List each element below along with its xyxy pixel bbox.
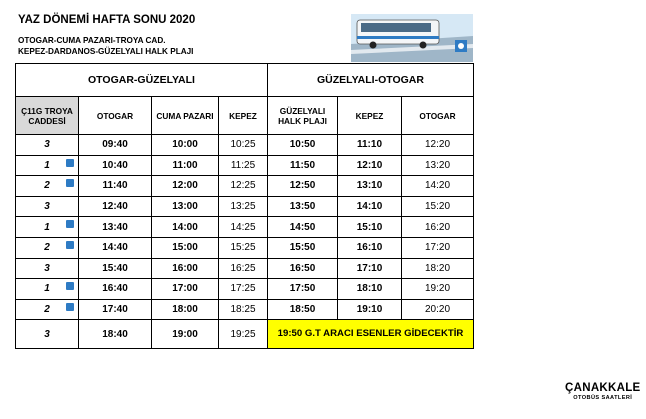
column-header-kepez-return: KEPEZ: [338, 97, 402, 135]
time-cell: 15:20: [402, 196, 474, 217]
table-row: [16, 155, 474, 176]
time-cell: 18:10: [338, 279, 402, 300]
time-cell: 19:10: [338, 299, 402, 320]
time-cell: 18:40: [79, 320, 152, 349]
time-cell: 17:50: [268, 279, 338, 300]
accessible-bus-icon: [66, 282, 74, 290]
bus-illustration-icon: [351, 14, 473, 62]
time-cell: 15:00: [152, 237, 219, 258]
time-cell: 11:10: [338, 135, 402, 156]
table-row: [16, 279, 474, 300]
time-cell: 14:00: [152, 217, 219, 238]
bus-number: 2: [44, 304, 50, 316]
column-header-row: [16, 97, 474, 135]
bus-number: 3: [16, 320, 79, 349]
brand-name: ÇANAKKALE: [565, 382, 641, 394]
time-cell: 18:50: [268, 299, 338, 320]
bus-number: 1: [44, 283, 50, 295]
time-cell: 17:25: [219, 279, 268, 300]
time-cell: 12:00: [152, 176, 219, 197]
time-cell: 09:40: [79, 135, 152, 156]
route-line-1: OTOGAR-CUMA PAZARI-TROYA CAD.: [18, 36, 166, 45]
time-cell: 15:10: [338, 217, 402, 238]
table-row: [16, 176, 474, 197]
time-cell: 12:50: [268, 176, 338, 197]
bus-number: 2: [44, 242, 50, 254]
bus-number: 2: [44, 180, 50, 192]
time-cell: 14:50: [268, 217, 338, 238]
time-cell: 19:25: [219, 320, 268, 349]
bus-number-cell: [16, 279, 79, 300]
time-cell: 15:50: [268, 237, 338, 258]
time-cell: 15:40: [79, 258, 152, 279]
accessible-bus-icon: [66, 159, 74, 167]
table-row: [16, 258, 474, 279]
accessible-bus-icon: [66, 220, 74, 228]
table-row: [16, 135, 474, 156]
brand-subtitle: OTOBÜS SAATLERİ: [573, 395, 633, 401]
time-cell: 17:00: [152, 279, 219, 300]
time-cell: 10:25: [219, 135, 268, 156]
timetable: [15, 63, 474, 349]
time-cell: 17:10: [338, 258, 402, 279]
section-header-row: [16, 64, 474, 97]
time-cell: 19:20: [402, 279, 474, 300]
route-line-2: KEPEZ-DARDANOS-GÜZELYALI HALK PLAJI: [18, 47, 194, 56]
time-cell: 11:50: [268, 155, 338, 176]
section-guzelyali-otogar: GÜZELYALI-OTOGAR: [268, 64, 474, 97]
column-header-guzelyali: GÜZELYALI HALK PLAJI: [268, 97, 338, 135]
bus-number-cell: [16, 155, 79, 176]
time-cell: 12:40: [79, 196, 152, 217]
bus-number: 1: [44, 159, 50, 171]
time-cell: 10:50: [268, 135, 338, 156]
route-description: [18, 35, 193, 57]
brand-logo: [565, 382, 641, 401]
table-row: [16, 196, 474, 217]
time-cell: 14:20: [402, 176, 474, 197]
column-header-kepez: KEPEZ: [219, 97, 268, 135]
time-cell: 16:10: [338, 237, 402, 258]
time-cell: 12:10: [338, 155, 402, 176]
time-cell: 11:00: [152, 155, 219, 176]
time-cell: 20:20: [402, 299, 474, 320]
time-cell: 14:40: [79, 237, 152, 258]
time-cell: 17:40: [79, 299, 152, 320]
special-note: 19:50 G.T ARACI ESENLER GİDECEKTİR: [268, 320, 474, 349]
time-cell: 16:50: [268, 258, 338, 279]
time-cell: 11:40: [79, 176, 152, 197]
time-cell: 14:25: [219, 217, 268, 238]
table-row: [16, 299, 474, 320]
time-cell: 14:10: [338, 196, 402, 217]
time-cell: 13:50: [268, 196, 338, 217]
bus-number: 3: [44, 201, 50, 213]
column-header-otogar: OTOGAR: [79, 97, 152, 135]
column-header-troya: Ç11G TROYA CADDESİ: [16, 97, 79, 135]
bus-number: 1: [44, 221, 50, 233]
time-cell: 13:20: [402, 155, 474, 176]
time-cell: 16:40: [79, 279, 152, 300]
table-row-last: [16, 320, 474, 349]
column-header-cuma-pazari: CUMA PAZARI: [152, 97, 219, 135]
bus-number-cell: [16, 176, 79, 197]
time-cell: 18:25: [219, 299, 268, 320]
accessible-bus-icon: [66, 303, 74, 311]
time-cell: 13:25: [219, 196, 268, 217]
time-cell: 19:00: [152, 320, 219, 349]
time-cell: 10:00: [152, 135, 219, 156]
bus-number-cell: [16, 196, 79, 217]
bus-number-cell: [16, 135, 79, 156]
time-cell: 16:20: [402, 217, 474, 238]
section-otogar-guzelyali: OTOGAR-GÜZELYALI: [16, 64, 268, 97]
time-cell: 12:25: [219, 176, 268, 197]
bus-number-cell: [16, 217, 79, 238]
time-cell: 13:10: [338, 176, 402, 197]
accessible-bus-icon: [66, 241, 74, 249]
time-cell: 13:40: [79, 217, 152, 238]
time-cell: 18:20: [402, 258, 474, 279]
accessible-bus-icon: [66, 179, 74, 187]
table-row: [16, 237, 474, 258]
time-cell: 18:00: [152, 299, 219, 320]
bus-number: 3: [44, 262, 50, 274]
time-cell: 12:20: [402, 135, 474, 156]
time-cell: 16:25: [219, 258, 268, 279]
column-header-otogar-return: OTOGAR: [402, 97, 474, 135]
time-cell: 16:00: [152, 258, 219, 279]
time-cell: 17:20: [402, 237, 474, 258]
time-cell: 15:25: [219, 237, 268, 258]
bus-number-cell: [16, 299, 79, 320]
page-title: YAZ DÖNEMİ HAFTA SONU 2020: [18, 14, 196, 26]
time-cell: 10:40: [79, 155, 152, 176]
time-cell: 11:25: [219, 155, 268, 176]
bus-number-cell: [16, 237, 79, 258]
time-cell: 13:00: [152, 196, 219, 217]
bus-number-cell: [16, 258, 79, 279]
table-row: [16, 217, 474, 238]
bus-number: 3: [44, 139, 50, 151]
